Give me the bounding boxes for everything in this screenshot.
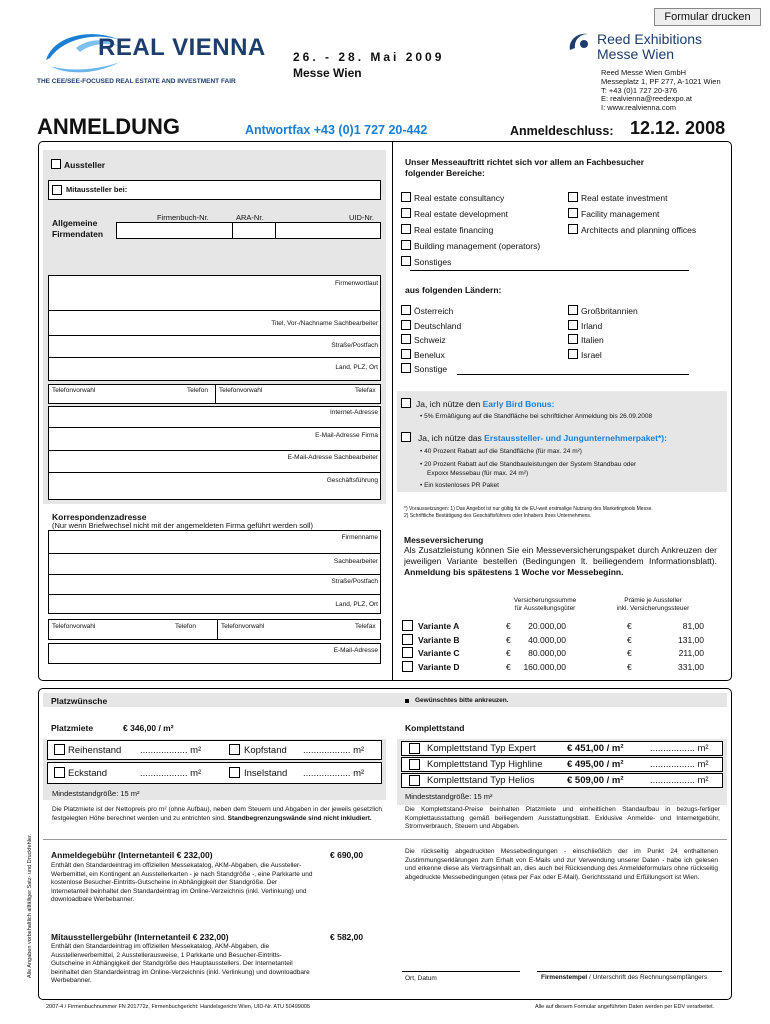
- ara-label: ARA-Nr.: [236, 213, 264, 222]
- area-label: Sonstiges: [414, 257, 452, 267]
- k-phone-row[interactable]: [48, 619, 381, 640]
- komplett-price: € 451,00 / m²: [567, 743, 624, 754]
- k-telefax-label: Telefax: [355, 623, 376, 630]
- fee1-heading: Anmeldegebühr (Internetanteil € 232,00): [51, 850, 213, 860]
- country-checkbox[interactable]: [568, 320, 578, 330]
- komplett-price: € 509,00 / m²: [567, 775, 624, 786]
- k-telefon-label: Telefon: [175, 623, 196, 630]
- stempel-label: Firmenstempel / Unterschrift des Rechnungsempfängers: [541, 974, 708, 981]
- country-label: Österreich: [414, 306, 454, 316]
- brand-tagline: THE CEE/SEE-FOCUSED REAL ESTATE AND INVESTMENT FAIR: [37, 78, 236, 85]
- country-checkbox[interactable]: [568, 349, 578, 359]
- fee2-value: € 582,00: [330, 932, 364, 942]
- uid-label: UID-Nr.: [349, 213, 374, 222]
- variant-premium: 331,00: [678, 661, 704, 672]
- country-checkbox[interactable]: [401, 334, 411, 344]
- first-bullet-2: • 20 Prozent Rabatt auf die Standbauleistungen der System Standbau oder: [420, 461, 637, 468]
- deadline-date: 12.12. 2008: [630, 118, 726, 138]
- k-email-row[interactable]: [48, 643, 381, 664]
- korr-subheading: (Nur wenn Briefwechsel nicht mit der angemeldeten Firma geführt werden soll): [52, 521, 313, 530]
- variant-premium: 211,00: [678, 648, 704, 658]
- korr-heading: Korrespondenzadresse: [52, 512, 147, 522]
- area-label: Building management (operators): [414, 241, 541, 251]
- area-checkbox[interactable]: [401, 208, 411, 218]
- country-label: Großbritannien: [581, 306, 638, 316]
- company-address-block[interactable]: [48, 275, 381, 381]
- komplett-name: Komplettstand Typ Expert: [427, 743, 536, 754]
- footnote-1: *) Voraussetzungen: 1) Das Angebot ist nur gültig für die EU-weit erstmalige Nutzung des Marketingtools Messe.: [404, 506, 653, 512]
- hint-text: Gewünschtes bitte ankreuzen.: [415, 697, 509, 704]
- insurance-text: Als Zusatzleistung können Sie ein Messeversicherungspaket durch Ankreuzen der jeweiligen Variante bestellen (Bedingungen lt. beiliegendem Informationsblatt). Anmeldung bis spätestens 1 Woche vor Messebeginn.: [404, 545, 717, 577]
- kopf-dots: .................. m²: [303, 745, 365, 756]
- country-label: Benelux: [414, 349, 445, 360]
- earlybird-checkbox[interactable]: [401, 398, 411, 408]
- insurance-heading: Messeversicherung: [404, 535, 484, 545]
- firstexhibitor-checkbox[interactable]: [401, 432, 411, 442]
- telvorwahl2-label: Telefonvorwahl: [219, 387, 263, 394]
- interest-heading-1: Unser Messeauftritt richtet sich vor allem an Fachbesucher: [405, 157, 645, 167]
- country-label: Deutschland: [414, 320, 462, 331]
- area-label: Real estate consultancy: [414, 193, 505, 203]
- signature-line[interactable]: [537, 971, 722, 972]
- reed-logo-icon: [566, 30, 596, 54]
- area-checkbox[interactable]: [401, 240, 411, 250]
- ks-minstand: Mindeststandgröße: 15 m²: [405, 792, 493, 801]
- fee2-text: Enthält den Standardeintrag im offiziellen Messekatalog, AKM-Abgaben, die Ausstellerwerbemittel, 2 Ausstellerausweise, 1 Parkkarte und Besucher-Eintritts-Gutscheine in Abhängigkeit der Standgröße des Hauptausstellers. Der Internetanteil beinhaltet den Standardeintrag im Online-Verzeichnis (inkl. Verlinkung) und downloadbare Werbebanner.: [51, 943, 310, 984]
- reihen-label: Reihenstand: [68, 745, 122, 756]
- area-checkbox[interactable]: [401, 224, 411, 234]
- brand-name: REAL VIENNA: [98, 34, 266, 61]
- telvorwahl-label: Telefonvorwahl: [52, 387, 96, 394]
- platzmiete-price: € 346,00 / m²: [123, 723, 174, 733]
- country-label: Italien: [581, 335, 604, 346]
- page-title: ANMELDUNG: [37, 114, 180, 139]
- platz-panel: [43, 693, 727, 707]
- reihen-checkbox[interactable]: [54, 744, 65, 755]
- hint-bullet-icon: [405, 699, 409, 703]
- variant-name: Variante A: [418, 621, 460, 631]
- fee1-value: € 690,00: [330, 850, 364, 860]
- variant-currency: €: [627, 648, 632, 658]
- organizer-name: Reed Messe Wien GmbH: [601, 68, 687, 77]
- email-sb-label: E-Mail-Adresse Sachbearbeiter: [287, 454, 378, 461]
- ort-label: Ort, Datum: [405, 975, 437, 982]
- ks-note: Die Komplettstand-Preise beinhalten Platzmiete und einheitlichen Standaufbau in bezugs-fertiger Komplettausstattung gemäß beiliegendem Ausstattungsblatt. Exklusive Anmelde- und Internetgebühr, Stromverbrauch, Steuern und Abgaben.: [405, 806, 720, 830]
- komplett-dots: ................. m²: [650, 743, 709, 754]
- kopf-label: Kopfstand: [244, 745, 287, 756]
- earlybird-bullet: • 5% Ermäßigung auf die Standfläche bei schriftlicher Anmeldung bis 26.09.2008: [420, 413, 653, 420]
- variant-checkbox[interactable]: [402, 647, 413, 658]
- kopf-checkbox[interactable]: [229, 744, 240, 755]
- eck-label: Eckstand: [68, 768, 108, 779]
- telefax-label: Telefax: [355, 387, 376, 394]
- fax-number: Antwortfax +43 (0)1 727 20-442: [245, 123, 428, 137]
- country-checkbox[interactable]: [401, 363, 411, 373]
- country-label: Schweiz: [414, 335, 446, 346]
- interest-heading-2: folgender Bereiche:: [405, 168, 485, 178]
- area-label: Real estate investment: [581, 193, 668, 203]
- area-label: Facility management: [581, 209, 660, 219]
- k-telvorwahl-label: Telefonvorwahl: [52, 623, 96, 630]
- platzw-heading: Platzwünsche: [51, 696, 108, 706]
- area-checkbox[interactable]: [401, 256, 411, 266]
- countries-heading: aus folgenden Ländern:: [405, 285, 502, 295]
- insel-dots: .................. m²: [303, 768, 365, 779]
- side-note: Alle Angaben vorbehaltlich allfälliger Satz- und Druckfehler.: [27, 834, 33, 978]
- strasse-label: Straße/Postfach: [331, 342, 378, 349]
- eck-checkbox[interactable]: [54, 767, 65, 778]
- organizer-address: Messeplatz 1, PF 277, A-1021 Wien: [601, 77, 721, 86]
- k-firmenname-label: Firmenname: [341, 534, 378, 541]
- ins-col1-b: für Ausstellungsgüter: [514, 605, 576, 612]
- fee1-text: Enthält den Standardeintrag im offiziellen Messekatalog, AKM-Abgaben, die Aussteller-Werbemittel, ein Kontingent an Ausstellerkarten - je nach Standgröße -, eine Parkkarte und kostenlose Besucher-Eintritts-Gutscheine in Abhängigkeit der Standgröße. Der Internetanteil beinhaltet den Standardeintrag im Online-Verzeichnis (inkl. Verlinkung) und downloadbare Werbebanner.: [51, 862, 313, 903]
- first-bullet-2b: Expoxx Messebau (für max. 24 m²): [427, 470, 529, 477]
- variant-sum: 40.000,00: [528, 634, 566, 645]
- area-checkbox[interactable]: [568, 192, 578, 202]
- komplett-heading: Komplettstand: [405, 723, 465, 733]
- footer-right: Alle auf diesem Formular angeführten Daten werden per EDV verarbeitet.: [535, 1004, 715, 1010]
- ins-col2-b: inkl. Versicherungssteuer: [616, 605, 690, 612]
- ort-label: Land, PLZ, Ort: [335, 364, 378, 371]
- country-label: Sonstige: [414, 364, 448, 375]
- country-checkbox[interactable]: [401, 320, 411, 330]
- telefon-label: Telefon: [187, 387, 208, 394]
- ins-col2-a: Prämie je Aussteller: [624, 597, 682, 604]
- country-label: Irland: [581, 320, 603, 331]
- organizer-phone: T: +43 (0)1 727 20-376: [601, 86, 678, 95]
- country-checkbox[interactable]: [401, 349, 411, 359]
- allgemeine-label-2: Firmendaten: [52, 229, 104, 239]
- k-ort-label: Land, PLZ, Ort: [335, 601, 378, 608]
- firstexhibitor-line: Ja, ich nütze das Erstaussteller- und Jungunternehmerpaket*):: [418, 433, 667, 443]
- komplett-dots: ................. m²: [650, 775, 709, 786]
- variant-name: Variante D: [418, 661, 460, 672]
- firmenbuch-label: Firmenbuch-Nr.: [157, 213, 209, 222]
- area-label: Real estate development: [414, 209, 509, 219]
- ort-line[interactable]: [402, 971, 520, 972]
- korr-address-block[interactable]: [48, 530, 381, 614]
- organizer-web: I: www.realvienna.com: [601, 103, 677, 112]
- variant-currency: €: [627, 634, 632, 645]
- first-bullet-1: • 40 Prozent Rabatt auf die Standfläche (für max. 24 m²): [420, 448, 582, 455]
- organizer-email: E: realvienna@reedexpo.at: [601, 94, 693, 103]
- agb-text: Die rückseitig abgedruckten Messebedingungen - einschließlich der im Punkt 24 enthaltenen Zustimmungserklärungen zum Erhalt von E-Mails und zur Verwendung unserer Daten - habe ich gelesen und erkenne diese als Vertragsinhalt an, dies auch bei Rücksendung des Anmeldeformulars ohne rückseitig abgedruckte Messebedingungen (etwa per Fax oder E-Mail). Gerichtsstand und Erfüllungsort ist Wien.: [405, 848, 718, 881]
- area-label: Architects and planning offices: [581, 225, 697, 235]
- variant-name: Variante B: [418, 634, 460, 645]
- email-firma-label: E-Mail-Adresse Firma: [315, 432, 378, 439]
- variant-sum: 80.000,00: [528, 648, 566, 658]
- registration-fields[interactable]: [116, 222, 381, 239]
- country-checkbox[interactable]: [401, 305, 411, 315]
- area-checkbox[interactable]: [568, 208, 578, 218]
- eck-dots: .................. m²: [140, 768, 202, 779]
- variant-premium: 81,00: [682, 621, 704, 631]
- country-label: Israel: [581, 349, 602, 360]
- mitaussteller-label: Mitaussteller bei:: [66, 185, 128, 194]
- organizer-logo-line1: Reed Exhibitions: [597, 31, 703, 47]
- country-checkbox[interactable]: [568, 305, 578, 315]
- variant-currency: €: [627, 661, 632, 672]
- area-checkbox[interactable]: [568, 224, 578, 234]
- variant-currency: €: [627, 621, 632, 631]
- platz-note: Die Platzmiete ist der Nettopreis pro m² (ohne Aufbau), neben dem Steuern und Abgaben in der jeweils gesetzlich festgelegten Höhe berechnet werden und zu entrichten sind. Standbegrenzungswände sind nicht inkludiert.: [52, 806, 382, 822]
- komplett-checkbox[interactable]: [409, 775, 420, 786]
- k-telvorwahl2-label: Telefonvorwahl: [221, 623, 265, 630]
- insel-label: Inselstand: [244, 768, 288, 779]
- footer-left: 2007-4 / Firmenbuchnummer FN 201772z, Firmenbuchgericht: Handelsgericht Wien, UID-Nr. ATU 50499005: [46, 1004, 311, 1010]
- reihen-dots: .................. m²: [140, 745, 202, 756]
- event-dates: 26. - 28. Mai 2009: [293, 50, 445, 64]
- deadline-label: Anmeldeschluss:: [510, 124, 614, 138]
- area-checkbox[interactable]: [401, 192, 411, 202]
- variant-sum: 20.000,00: [528, 621, 566, 631]
- area-label: Real estate financing: [414, 225, 494, 235]
- variant-checkbox[interactable]: [402, 661, 413, 672]
- minstand-left: Mindeststandgröße: 15 m²: [52, 789, 140, 798]
- mitaussteller-checkbox[interactable]: [52, 185, 62, 195]
- komplett-checkbox[interactable]: [409, 743, 420, 754]
- ins-col1-a: Versicherungssumme: [513, 597, 577, 604]
- variant-premium: 131,00: [678, 634, 704, 645]
- variant-currency: €: [506, 634, 511, 645]
- k-sb-label: Sachbearbeiter: [333, 558, 378, 565]
- insel-checkbox[interactable]: [229, 767, 240, 778]
- firmenwortlaut-label: Firmenwortlaut: [335, 280, 378, 287]
- print-button[interactable]: Formular drucken: [654, 8, 761, 26]
- komplett-price: € 495,00 / m²: [567, 759, 624, 770]
- allgemeine-label-1: Allgemeine: [52, 218, 98, 228]
- platzmiete-label: Platzmiete: [51, 723, 94, 733]
- variant-checkbox[interactable]: [402, 620, 413, 631]
- gf-label: Geschäftsführung: [326, 477, 378, 484]
- variant-currency: €: [506, 661, 511, 672]
- k-strasse-label: Straße/Postfach: [331, 578, 378, 585]
- k-email-label: E-Mail-Adresse: [333, 647, 378, 654]
- event-venue: Messe Wien: [293, 66, 362, 80]
- fee2-heading: Mitausstellergebühr (Internetanteil € 232,00): [51, 932, 229, 942]
- earlybird-line: Ja, ich nütze den Early Bird Bonus:: [416, 399, 555, 409]
- aussteller-checkbox[interactable]: [51, 159, 61, 169]
- komplett-name: Komplettstand Typ Highline: [427, 759, 543, 770]
- internet-label: Internet-Adresse: [329, 409, 378, 416]
- first-bullet-3: • Ein kostenloses PR Paket: [420, 482, 499, 489]
- footnote-2: 2) Schriftliche Bestätigung des Geschäftsführers oder Inhabers Ihres Unternehmens.: [404, 513, 592, 519]
- contact-block[interactable]: [48, 406, 381, 500]
- komplett-dots: ................. m²: [650, 759, 709, 770]
- aussteller-label: Aussteller: [64, 160, 106, 170]
- variant-checkbox[interactable]: [402, 634, 413, 645]
- variant-name: Variante C: [418, 648, 460, 658]
- variant-sum: 160.000,00: [523, 661, 566, 672]
- komplett-name: Komplettstand Typ Helios: [427, 775, 535, 786]
- organizer-logo-line2: Messe Wien: [597, 46, 675, 62]
- komplett-checkbox[interactable]: [409, 759, 420, 770]
- variant-currency: €: [506, 648, 511, 658]
- titel-label: Titel, Vor-/Nachname Sachbearbeiter: [271, 320, 378, 327]
- variant-currency: €: [506, 621, 511, 631]
- country-checkbox[interactable]: [568, 334, 578, 344]
